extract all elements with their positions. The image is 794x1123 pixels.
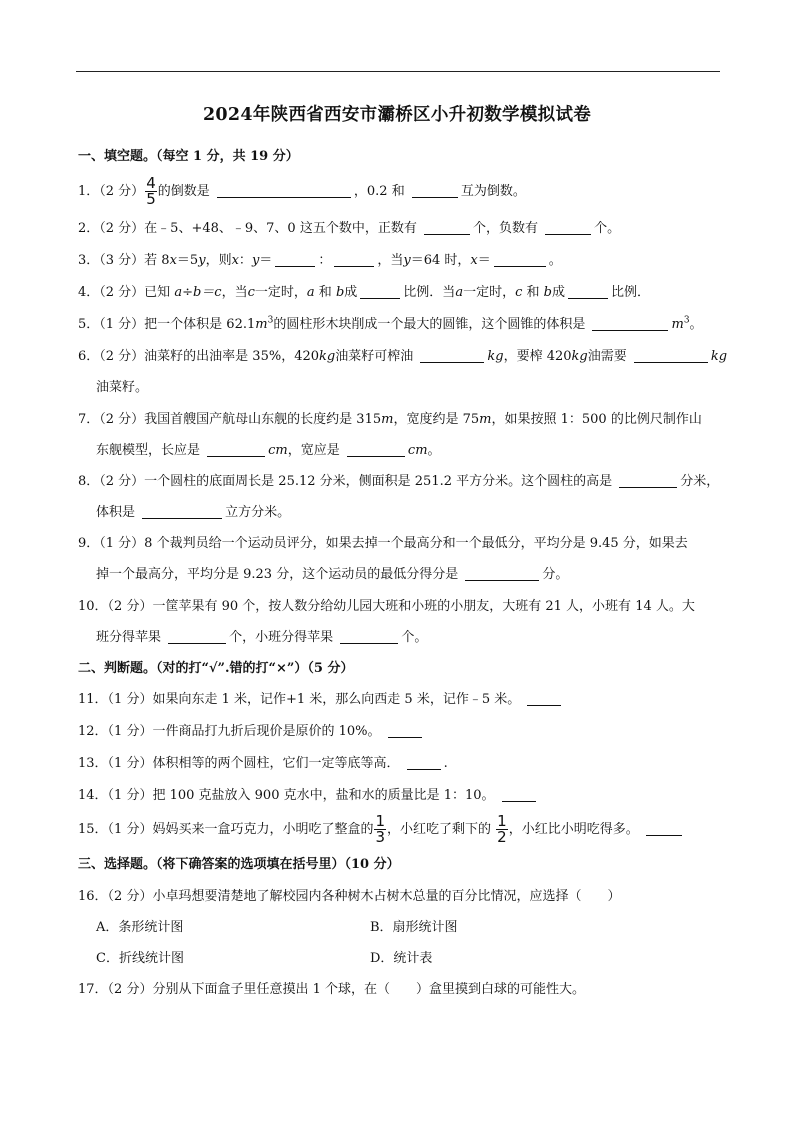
section-heading-true-false: 二、判断题。（对的打“√”.错的打“×”）（5 分） [78, 661, 354, 676]
answer-blank[interactable] [646, 822, 682, 836]
section-heading-multiple-choice: 三、选择题。（将下确答案的选项填在括号里）（10 分） [78, 857, 400, 872]
answer-blank[interactable] [568, 285, 608, 299]
page-title: 2024年陕西省西安市灞桥区小升初数学模拟试卷 [202, 105, 592, 125]
answer-blank[interactable] [412, 184, 458, 198]
question-2: 2．（2 分）在﹣5、+48、﹣9、7、0 这五个数中，正数有 个，负数有 个。 [78, 221, 621, 236]
answer-blank[interactable] [347, 443, 405, 457]
answer-blank[interactable] [420, 349, 484, 363]
option-c[interactable]: C．折线统计图 [96, 951, 184, 966]
option-b[interactable]: B．扇形统计图 [370, 920, 458, 935]
answer-blank[interactable] [217, 184, 351, 198]
option-d[interactable]: D．统计表 [370, 951, 433, 966]
fraction-1-2: $\frac{1}{2}$ [497, 812, 507, 846]
answer-blank[interactable] [494, 253, 546, 267]
answer-blank[interactable] [334, 253, 374, 267]
answer-blank[interactable] [142, 505, 222, 519]
fraction-4-5: $\frac{4}{5}$ [146, 174, 156, 208]
question-10-cont: 班分得苹果 个，小班分得苹果 个。 [96, 630, 428, 645]
question-3: 3．（3 分）若 8x＝5y，则x：y＝ ： ，当y＝64 时，x＝ 。 [78, 253, 562, 268]
question-10: 10．（2 分）一筐苹果有 90 个，按人数分给幼儿园大班和小班的小朋友，大班有 21 人，小班有 14 人。大 [78, 599, 695, 614]
question-9-cont: 掉一个最高分，平均分是 9.23 分，这个运动员的最低分得分是 分。 [96, 567, 569, 582]
answer-blank[interactable] [207, 443, 265, 457]
option-a[interactable]: A．条形统计图 [96, 920, 184, 935]
question-7: 7．（2 分）我国首艘国产航母山东舰的长度约是 315m，宽度约是 75m，如果按照 1：500 的比例尺制作山 [78, 412, 702, 427]
question-1: 1．（2 分） $\frac{4}{5}$ 的倒数是 ，0.2 和 互为倒数。 [78, 174, 526, 208]
question-14: 14．（1 分）把 100 克盐放入 900 克水中，盐和水的质量比是 1：10。 [78, 784, 539, 803]
question-12: 12．（1 分）一件商品打九折后现价是原价的 10%。 [78, 720, 425, 739]
question-6: 6．（2 分）油菜籽的出油率是 35%，420kg油菜籽可榨油 kg，要榨 420kg油需要 kg [78, 349, 728, 364]
answer-blank[interactable] [424, 221, 470, 235]
fraction-1-3: $\frac{1}{3}$ [375, 812, 385, 846]
answer-blank[interactable] [465, 567, 539, 581]
question-6-cont: 油菜籽。 [96, 380, 149, 395]
question-15: 15．（1 分）妈妈买来一盒巧克力，小明吃了整盒的 $\frac{1}{3}$ ，小红吃了剩下的 $\frac{1}{2}$ ，小红比小明吃得多。 [78, 814, 685, 845]
question-9: 9．（1 分）8 个裁判员给一个运动员评分，如果去掉一个最高分和一个最低分，平均分是 9.45 分，如果去 [78, 536, 688, 551]
answer-blank[interactable] [340, 630, 398, 644]
question-5: 5．（1 分）把一个体积是 $62.1m^3$的圆柱形木块削成一个最大的圆锥，这个圆锥的体积是 $m^3$。 [78, 315, 703, 332]
question-8: 8．（2 分）一个圆柱的底面周长是 25.12 分米，侧面积是 251.2 平方分米。这个圆柱的高是 分米， [78, 474, 720, 489]
question-4: 4．（2 分）已知 a÷b＝c，当c一定时，a 和 b成 比例．当a一定时，c 和 b成 比例． [78, 285, 651, 300]
answer-blank[interactable] [407, 756, 441, 770]
question-11: 11．（1 分）如果向东走 1 米，记作+1 米，那么向西走 5 米，记作﹣5 米。 [78, 688, 564, 707]
answer-blank[interactable] [634, 349, 708, 363]
answer-blank[interactable] [275, 253, 315, 267]
question-8-cont: 体积是 立方分米。 [96, 505, 291, 520]
question-13: 13．（1 分）体积相等的两个圆柱，它们一定等底等高． . [78, 756, 448, 771]
answer-blank[interactable] [527, 692, 561, 706]
question-16: 16．（2 分）小卓玛想要清楚地了解校园内各种树木占树木总量的百分比情况，应选择（ ） [78, 889, 621, 904]
answer-blank[interactable] [619, 474, 677, 488]
question-7-cont: 东舰模型，长应是 cm，宽应是 cm。 [96, 443, 441, 458]
answer-blank[interactable] [388, 724, 422, 738]
question-17: 17．（2 分）分别从下面盒子里任意摸出 1 个球，在（ ）盒里摸到白球的可能性大。 [78, 982, 585, 997]
answer-blank[interactable] [360, 285, 400, 299]
answer-blank[interactable] [545, 221, 591, 235]
answer-blank[interactable] [502, 788, 536, 802]
header-rule [76, 71, 720, 72]
answer-blank[interactable] [592, 317, 668, 331]
section-heading-fill-in: 一、填空题。（每空 1 分，共 19 分） [78, 149, 299, 164]
answer-blank[interactable] [168, 630, 226, 644]
